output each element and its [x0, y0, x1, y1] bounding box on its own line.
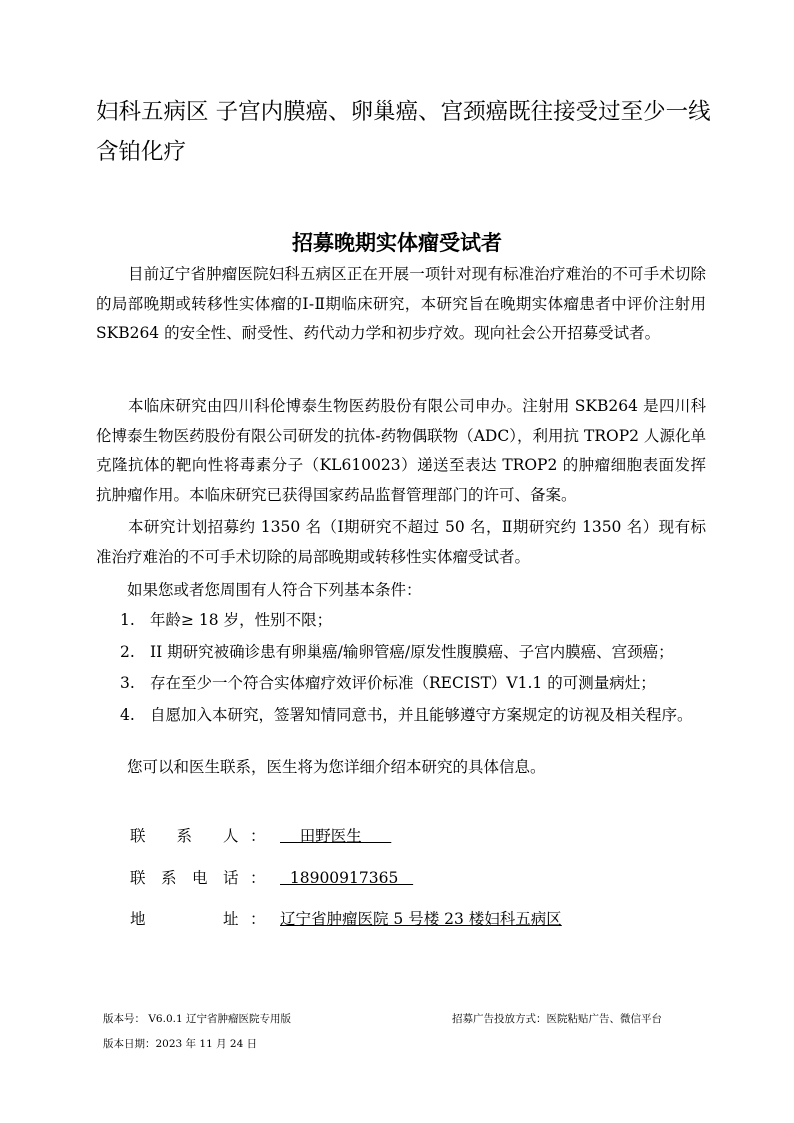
criteria-item — [120, 700, 693, 732]
enrollment-paragraph: 本研究计划招募约 1350 名（Ⅰ期研究不超过 50 名，Ⅱ期研究约 1350 名）现有标准治疗难治的不可手术切除的局部晚期或转移性实体瘤受试者。 — [96, 518, 706, 566]
criteria-item — [120, 637, 693, 669]
criteria-intro: 如果您或者您周围有人符合下列基本条件： — [127, 581, 422, 599]
contact-intro: 您可以和医生联系，医生将为您详细介绍本研究的具体信息。 — [127, 758, 546, 776]
colon: ： — [250, 869, 266, 887]
criteria-text: 自愿加入本研究，签署知情同意书，并且能够遵守方案规定的访视及相关程序。 — [150, 705, 693, 724]
contact-address-row — [130, 907, 562, 929]
criteria-number: 1. — [120, 611, 135, 629]
criteria-text: 存在至少一个符合实体瘤疗效评价标准（RECIST）V1.1 的可测量病灶； — [150, 674, 656, 692]
intro-paragraph: 目前辽宁省肿瘤医院妇科五病区正在开展一项针对现有标准治疗难治的不可手术切除的局部晚期或转移性实体瘤的Ⅰ-Ⅱ期临床研究，本研究旨在晚期实体瘤患者中评价注射用 SKB264 的安全性、耐受性、药代动力学和初步疗效。现向社会公开招募受试者。 — [96, 265, 706, 342]
criteria-text: 年龄≥ 18 岁，性别不限； — [150, 611, 333, 629]
colon: ： — [250, 910, 266, 928]
footer-date: 版本日期：2023 年 11 月 24 日 — [103, 1038, 258, 1050]
criteria-list — [120, 605, 693, 731]
footer-version: 版本号： V6.0.1 辽宁省肿瘤医院专用版 — [103, 1013, 291, 1025]
contact-person-row — [130, 824, 391, 846]
criteria-number: 2. — [120, 642, 135, 661]
contact-phone-value: 18900917365 — [280, 869, 414, 887]
contact-phone-label: 联 系 电 话 — [130, 869, 239, 887]
contact-person-value: 田野医生 — [280, 827, 392, 845]
contact-address-value: 辽宁省肿瘤医院 5 号楼 23 楼妇科五病区 — [280, 910, 562, 928]
contact-phone-row — [130, 866, 413, 888]
main-title: 招募晚期实体瘤受试者 — [292, 231, 502, 255]
contact-person-label: 联 系 人 — [130, 827, 239, 845]
criteria-number: 4. — [120, 705, 135, 724]
criteria-item — [120, 668, 693, 700]
sponsor-paragraph: 本临床研究由四川科伦博泰生物医药股份有限公司申办。注射用 SKB264 是四川科伦博泰生物医药股份有限公司研发的抗体-药物偶联物（ADC），利用抗 TROP2 人源化单克隆抗体的靶向性将毒素分子（KL610023）递送至表达 TROP2 的肿瘤细胞表面发挥抗肿瘤作用。本临床研究已获得国家药品监督管理部门的许可、备案。 — [96, 397, 706, 504]
colon: ： — [250, 827, 266, 845]
criteria-number: 3. — [120, 674, 135, 692]
header-title: 妇科五病区 子宫内膜癌、卵巢癌、宫颈癌既往接受过至少一线含铂化疗 — [96, 99, 711, 165]
criteria-item — [120, 605, 693, 637]
criteria-text: II 期研究被确诊患有卵巢癌/输卵管癌/原发性腹膜癌、子宫内膜癌、宫颈癌； — [150, 642, 674, 661]
contact-address-label: 地 址 — [130, 910, 239, 928]
footer-channel: 招募广告投放方式：医院粘贴广告、微信平台 — [452, 1013, 662, 1025]
